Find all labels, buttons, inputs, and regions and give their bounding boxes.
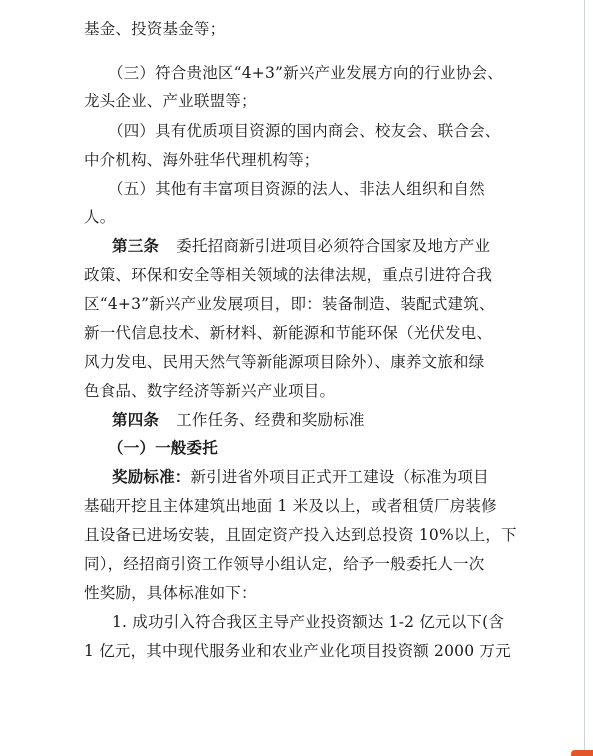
reward-line — [112, 467, 593, 487]
text-line: 龙头企业、产业联盟等； — [84, 92, 257, 110]
section-heading: （一）一般委托 — [108, 438, 218, 457]
text-line: 人。 — [84, 208, 116, 226]
article-4-label: 第四条 — [112, 410, 160, 429]
text-line: 新一代信息技术、新材料、新能源和节能环保（光伏发电、 — [84, 324, 493, 342]
text-line: 1 亿元，其中现代服务业和农业产业化项目投资额 2000 万元 — [84, 642, 511, 660]
text-line: 中介机构、海外驻华代理机构等； — [84, 151, 320, 169]
article-3-line — [112, 236, 593, 256]
text-span: 新引进省外项目正式开工建设（标准为项目 — [190, 468, 489, 486]
reward-label: 奖励标准： — [112, 467, 191, 486]
text-line: 且设备已进场安装，且固定资产投入达到总投资 10%以上，下 — [84, 526, 517, 544]
article-3-label: 第三条 — [112, 236, 160, 255]
article-4-line — [112, 410, 593, 430]
text-line: 基金、投资基金等； — [84, 20, 226, 38]
text-span: 委托招商新引进项目必须符合国家及地方产业 — [176, 237, 491, 255]
text-line: 政策、环保和安全等相关领域的法律法规，重点引进符合我 — [84, 266, 493, 284]
text-line: 同），经招商引资工作领导小组认定，给予一般委托人一次 — [84, 555, 485, 573]
text-line: 色食品、数字经济等新兴产业项目。 — [84, 382, 336, 400]
text-line: 区“4+3”新兴产业发展项目，即：装备制造、装配式建筑、 — [84, 295, 495, 313]
text-line: 风力发电、民用天然气等新能源项目除外）、康养文旅和绿 — [84, 353, 485, 371]
text-line: （四）具有优质项目资源的国内商会、校友会、联合会、 — [108, 122, 501, 140]
text-line: 性奖励，具体标准如下： — [84, 584, 257, 602]
text-span: 工作任务、经费和奖励标准 — [176, 411, 365, 429]
text-line: （三）符合贵池区“4+3”新兴产业发展方向的行业协会、 — [108, 64, 503, 82]
text-line: 基础开挖且主体建筑出地面 1 米及以上，或者租赁厂房装修 — [84, 497, 497, 515]
text-line: （五）其他有丰富项目资源的法人、非法人组织和自然 — [108, 180, 485, 198]
text-line: 1. 成功引入符合我区主导产业投资额达 1-2 亿元以下(含 — [112, 613, 505, 631]
